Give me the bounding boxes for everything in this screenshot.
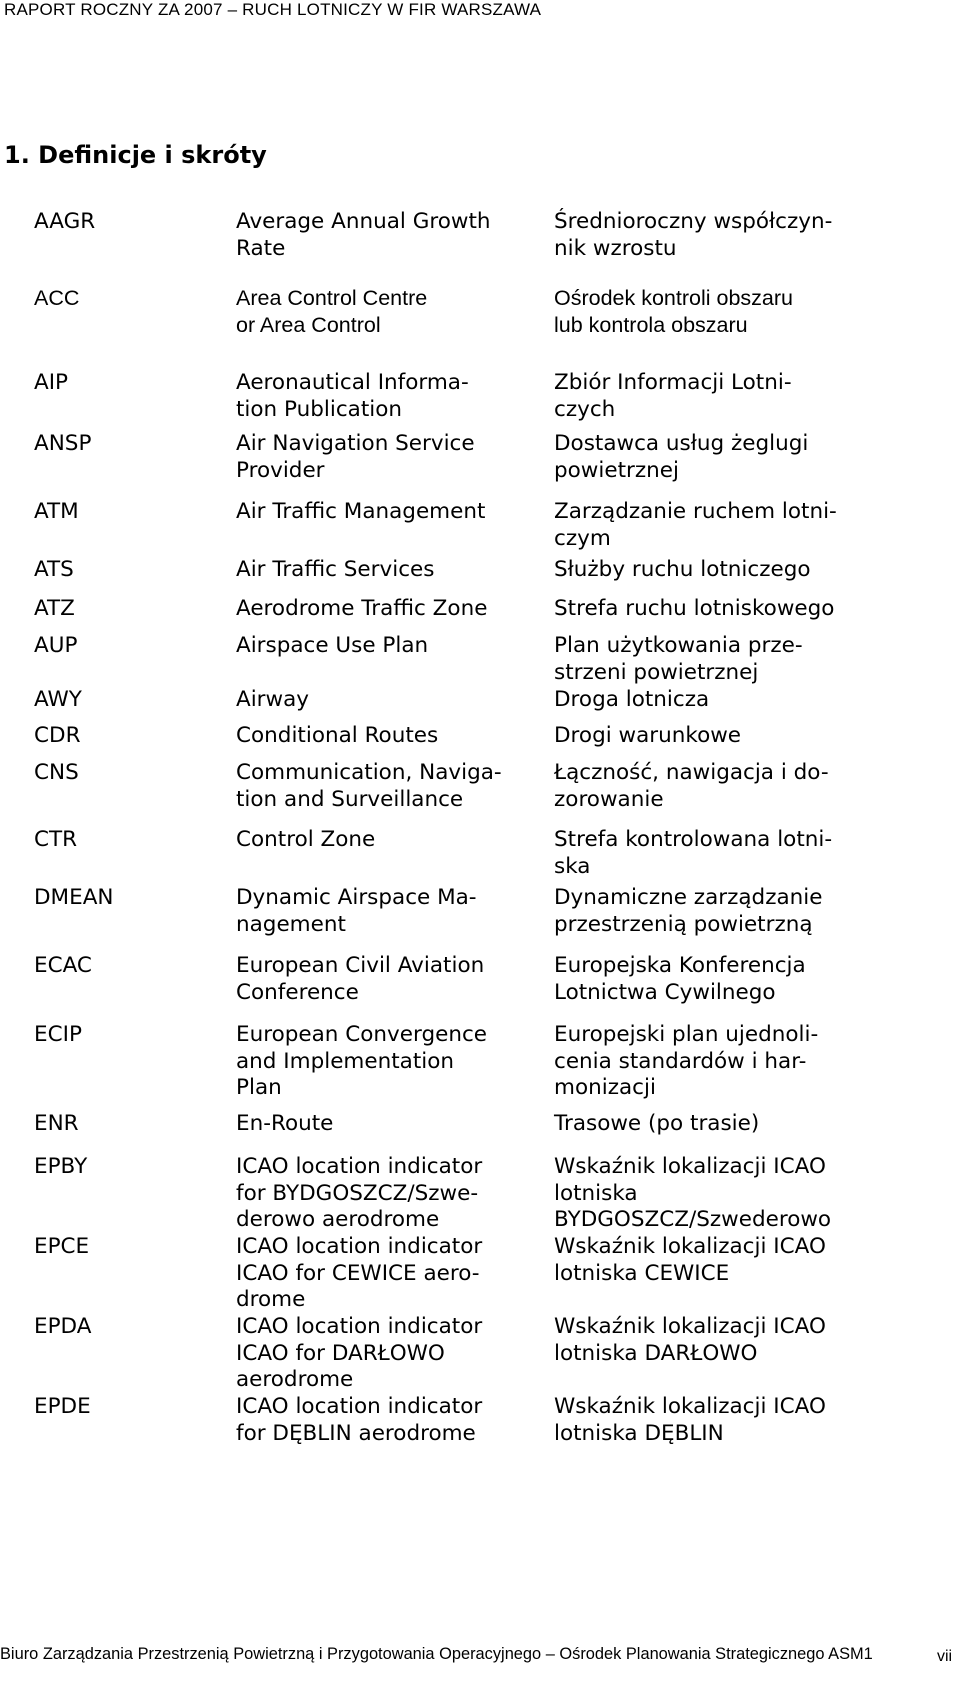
polish-term-cell: Strefa kontrolowana lotni- ska <box>554 827 833 879</box>
polish-term-cell: Wskaźnik lokalizacji ICAO lotniska BYDGOSZCZ/Szwederowo <box>554 1154 832 1232</box>
abbreviation-cell: ECAC <box>34 953 92 978</box>
english-term-cell: Aerodrome Traffic Zone <box>236 596 488 621</box>
abbreviation-cell: ECIP <box>34 1022 82 1047</box>
page-number: vii <box>937 1648 953 1665</box>
english-term-cell: Air Traffic Management <box>236 499 486 524</box>
english-term-cell: Conditional Routes <box>236 723 439 748</box>
running-header: RAPORT ROCZNY ZA 2007 – RUCH LOTNICZY W FIR WARSZAWA <box>4 0 542 19</box>
english-term-cell: European Convergence and Implementation Plan <box>236 1022 487 1100</box>
polish-term-cell: Trasowe (po trasie) <box>554 1111 760 1136</box>
abbreviation-cell: EPCE <box>34 1234 90 1259</box>
abbreviation-cell: ATS <box>34 557 74 582</box>
abbreviation-cell: ENR <box>34 1111 79 1136</box>
english-term-cell: En-Route <box>236 1111 334 1136</box>
polish-term-cell: Zbiór Informacji Lotni- czych <box>554 370 792 422</box>
abbreviation-cell: AAGR <box>34 209 96 234</box>
polish-term-cell: Drogi warunkowe <box>554 723 742 748</box>
polish-term-cell: Ośrodek kontroli obszaru lub kontrola obszaru <box>554 286 793 337</box>
english-term-cell: Dynamic Airspace Ma- nagement <box>236 885 477 937</box>
polish-term-cell: Plan użytkowania prze- strzeni powietrznej <box>554 633 803 685</box>
abbreviation-cell: EPDA <box>34 1314 92 1339</box>
polish-term-cell: Łączność, nawigacja i do- zorowanie <box>554 760 829 812</box>
english-term-cell: ICAO location indicator ICAO for CEWICE aero- drome <box>236 1234 483 1312</box>
polish-term-cell: Wskaźnik lokalizacji ICAO lotniska DĘBLIN <box>554 1394 826 1446</box>
english-term-cell: Control Zone <box>236 827 376 852</box>
abbreviation-cell: ATM <box>34 499 79 524</box>
english-term-cell: ICAO location indicator ICAO for DARŁOWO aerodrome <box>236 1314 483 1392</box>
polish-term-cell: Europejski plan ujednoli- cenia standardów i har- monizacji <box>554 1022 819 1100</box>
abbreviation-cell: CNS <box>34 760 79 785</box>
english-term-cell: Area Control Centre or Area Control <box>236 286 428 337</box>
abbreviation-cell: AIP <box>34 370 69 395</box>
abbreviation-cell: AWY <box>34 687 82 712</box>
polish-term-cell: Dynamiczne zarządzanie przestrzenią powietrzną <box>554 885 823 937</box>
polish-term-cell: Wskaźnik lokalizacji ICAO lotniska CEWICE <box>554 1234 826 1286</box>
abbreviation-cell: ACC <box>34 286 80 310</box>
abbreviation-cell: AUP <box>34 633 78 658</box>
english-term-cell: ICAO location indicator for BYDGOSZCZ/Szwe- derowo aerodrome <box>236 1154 483 1232</box>
polish-term-cell: Dostawca usług żeglugi powietrznej <box>554 431 809 483</box>
english-term-cell: Average Annual Growth Rate <box>236 209 491 261</box>
english-term-cell: ICAO location indicator for DĘBLIN aerodrome <box>236 1394 483 1446</box>
abbreviation-cell: EPDE <box>34 1394 91 1419</box>
polish-term-cell: Europejska Konferencja Lotnictwa Cywilnego <box>554 953 806 1005</box>
abbreviation-cell: DMEAN <box>34 885 114 910</box>
polish-term-cell: Zarządzanie ruchem lotni- czym <box>554 499 837 551</box>
polish-term-cell: Średnioroczny współczyn- nik wzrostu <box>554 209 833 261</box>
english-term-cell: Airspace Use Plan <box>236 633 429 658</box>
section-title: 1. Definicje i skróty <box>4 141 267 169</box>
english-term-cell: Aeronautical Informa- tion Publication <box>236 370 469 422</box>
english-term-cell: Communication, Naviga- tion and Surveillance <box>236 760 502 812</box>
english-term-cell: Air Navigation Service Provider <box>236 431 475 483</box>
polish-term-cell: Służby ruchu lotniczego <box>554 557 811 582</box>
english-term-cell: Air Traffic Services <box>236 557 435 582</box>
page-footer: Biuro Zarządzania Przestrzenią Powietrzną i Przygotowania Operacyjnego – Ośrodek Planowania Strategicznego ASM1 <box>0 1645 873 1663</box>
polish-term-cell: Wskaźnik lokalizacji ICAO lotniska DARŁOWO <box>554 1314 826 1366</box>
abbreviation-cell: CDR <box>34 723 81 748</box>
polish-term-cell: Droga lotnicza <box>554 687 710 712</box>
abbreviation-cell: EPBY <box>34 1154 88 1179</box>
abbreviation-cell: ANSP <box>34 431 92 456</box>
abbreviation-cell: ATZ <box>34 596 75 621</box>
english-term-cell: European Civil Aviation Conference <box>236 953 485 1005</box>
abbreviation-cell: CTR <box>34 827 78 852</box>
polish-term-cell: Strefa ruchu lotniskowego <box>554 596 835 621</box>
english-term-cell: Airway <box>236 687 310 712</box>
